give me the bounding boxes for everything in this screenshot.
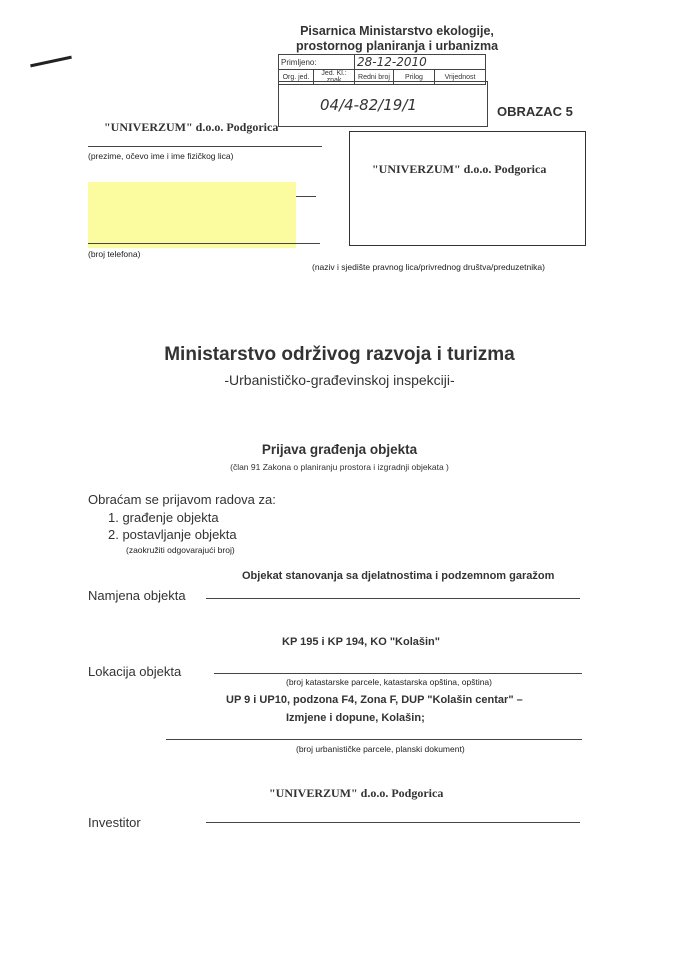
stamp-received-label: Primljeno: [279,55,355,70]
purpose-line [206,598,580,599]
options-note: (zaokružiti odgovarajući broj) [126,545,235,555]
urban-value-line2: Izmjene i dopune, Kolašin; [286,712,425,724]
applicant-name-caption: (prezime, očevo ime i ime fizičkog lica) [88,151,234,161]
form-title: Prijava građenja objekta [261,442,418,457]
stamp-col-redni: Redni broj [355,70,394,85]
stamp-col-vrijednost: Vrijednost [435,70,486,85]
department-title: -Urbanističko-građevinskoj inspekciji- [224,372,455,388]
purpose-value: Objekat stanovanja sa djelatnostima i podzemnom garažom [242,570,555,582]
stamp-col-jed: Jed. Kl.: znak [314,70,355,85]
urban-caption: (broj urbanističke parcele, planski dokument) [296,744,465,754]
form-code: OBRAZAC 5 [497,104,573,119]
legal-basis: (član 91 Zakona o planiranju prostora i izgradnji objekata ) [230,462,449,472]
stamp-title: Pisarnica Ministarstvo ekologije, prostornog planiranja i urbanizma [295,24,499,53]
urban-line [166,739,582,740]
purpose-label: Namjena objekta [88,588,186,603]
legal-entity-caption: (naziv i sjedište pravnog lica/privrednog društva/preduzetnika) [312,262,545,272]
investor-line [206,822,580,823]
application-intro: Obraćam se prijavom radova za: [88,492,276,507]
stamp-received-date: 28-12-2010 [355,55,486,70]
stamp-col-org: Org. jed. [279,70,314,85]
investor-label: Investitor [88,815,141,830]
location-label: Lokacija objekta [88,664,182,679]
legal-entity-box [349,131,586,246]
option-construction: 1. građenje objekta [108,510,219,525]
applicant-name: "UNIVERZUM" d.o.o. Podgorica [104,120,279,134]
cadastral-value: KP 195 i KP 194, KO "Kolašin" [282,636,440,648]
investor-value: "UNIVERZUM" d.o.o. Podgorica [269,786,444,800]
legal-entity-name: "UNIVERZUM" d.o.o. Podgorica [372,162,547,176]
phone-line [88,243,320,244]
pen-mark [30,56,72,68]
redacted-area [88,182,296,248]
stamp-col-prilog: Prilog [394,70,435,85]
ministry-title: Ministarstvo održivog razvoja i turizma [164,344,515,365]
cadastral-caption: (broj katastarske parcele, katastarska opština, opština) [286,677,492,687]
phone-caption: (broj telefona) [88,249,141,259]
option-installation: 2. postavljanje objekta [108,527,237,542]
stamp-handwritten-number: 04/4-82/19/1 [320,96,417,114]
applicant-name-line [88,146,322,147]
cadastral-line [214,673,582,674]
urban-value-line1: UP 9 i UP10, podzona F4, Zona F, DUP "Kolašin centar" – [226,694,523,706]
